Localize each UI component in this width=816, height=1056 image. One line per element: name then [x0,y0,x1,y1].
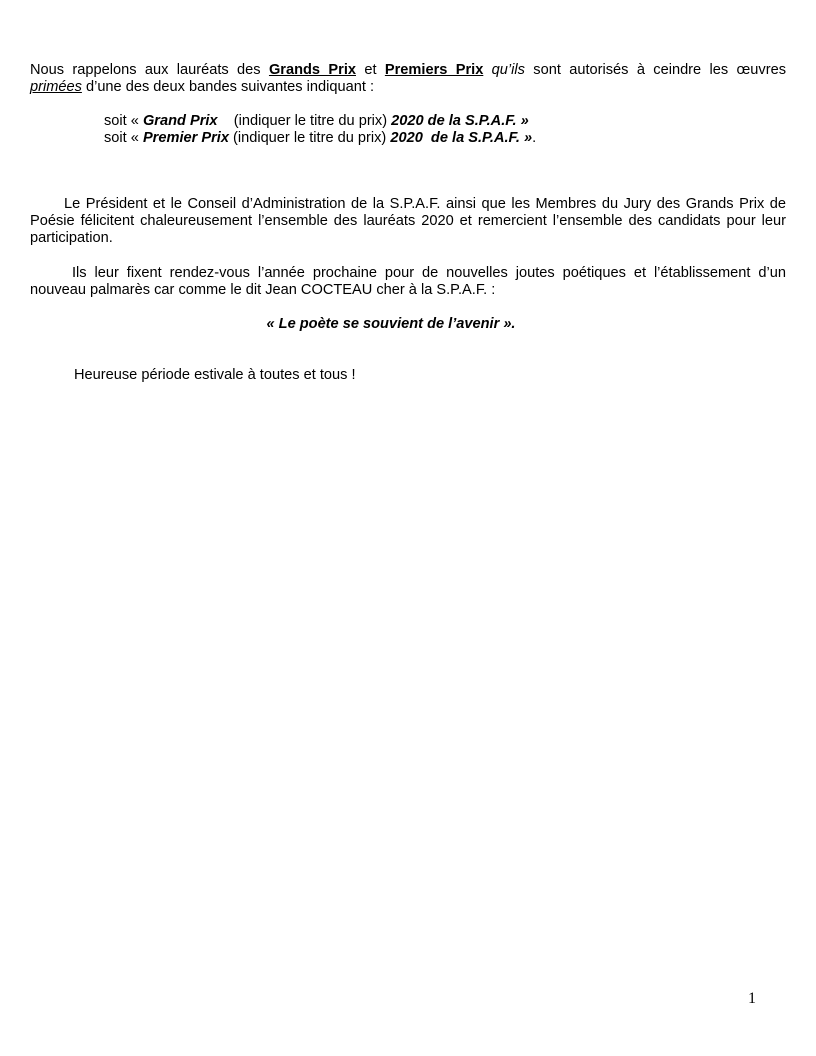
rendezvous-paragraph [30,265,786,299]
primees-term: primées [30,79,82,95]
intro-text [483,62,491,78]
band-mid: (indiquer le titre du prix) [228,130,391,146]
intro-text: et [356,62,385,78]
page-number: 1 [748,990,756,1007]
band-line-grand-prix [104,113,529,130]
band-mid: (indiquer le titre du prix) [217,113,392,129]
grands-prix-term: Grands Prix [268,62,356,78]
quote-text: Le poète se souvient de l’avenir [278,316,500,332]
quils-term: qu’ils [491,62,525,78]
band-soit: soit « [104,130,143,146]
president-line-1: Le Président et le Conseil d’Administration de la S.P.A.F. ainsi que les Membres du Jury des Grands Prix de [64,196,786,212]
intro-text: d’une des deux bandes suivantes indiquant : [81,79,374,95]
intro-text: Nous rappelons aux lauréats des [30,62,269,78]
premiers-prix-term: Premiers Prix [384,62,484,78]
band-end: 2020 de la S.P.A.F. » [390,130,533,146]
rendezvous-line-1: Ils leur fixent rendez-vous l’année prochaine pour de nouvelles joutes poétiques et l’établissement d’un [72,265,786,281]
president-line-3: participation. [30,230,113,246]
band-title: Premier Prix [142,130,229,146]
band-end: 2020 de la S.P.A.F. » [391,113,529,129]
band-title: Grand Prix [142,113,218,129]
closing-wishes: Heureuse période estivale à toutes et tous ! [74,367,356,383]
president-line-2: Poésie félicitent chaleureusement l’ensemble des lauréats 2020 et remercient l’ensemble des candidats pour leur [30,213,786,229]
intro-line-2 [30,79,786,96]
intro-paragraph [30,62,786,96]
rendezvous-line-2: nouveau palmarès car comme le dit Jean COCTEAU cher à la S.P.A.F. : [30,282,496,298]
president-paragraph [30,196,786,247]
band-line-premier-prix [104,130,536,147]
intro-line-1 [30,62,786,79]
band-dot: . [532,130,537,146]
quote-open: « [266,316,279,332]
intro-text: sont autorisés à ceindre les œuvres [524,62,786,78]
quote-close: ». [499,316,516,332]
band-soit: soit « [104,113,143,129]
cocteau-quote [0,316,782,333]
